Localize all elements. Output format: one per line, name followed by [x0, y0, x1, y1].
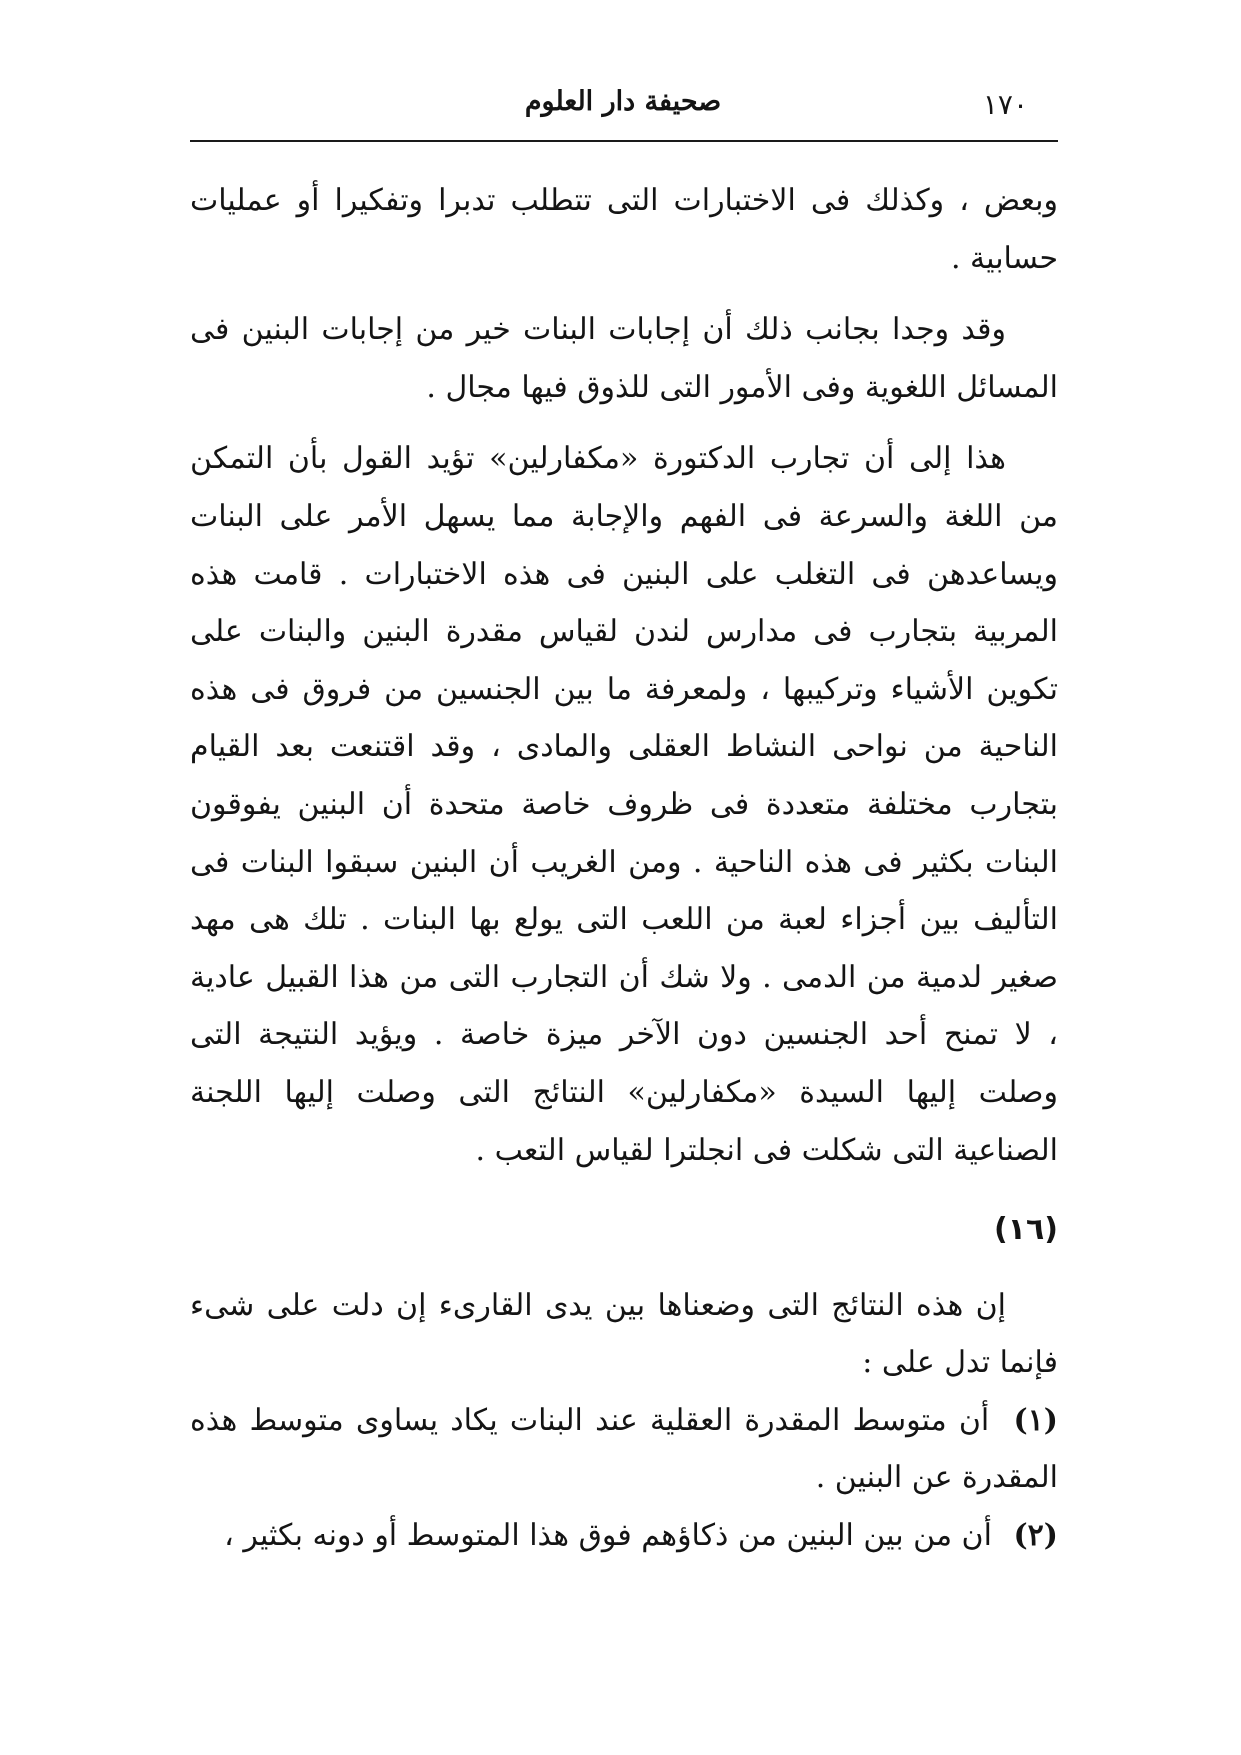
paragraph-4: إن هذه النتائج التى وضعناها بين يدى القارىء إن دلت على شىء فإنما تدل على : — [190, 1287, 1058, 1381]
running-title: صحيفة دار العلوم — [524, 86, 722, 117]
list-item-2 — [190, 1507, 1058, 1565]
page-header — [188, 82, 1058, 132]
paragraph-3: هذا إلى أن تجارب الدكتورة «مكفارلين» تؤيد القول بأن التمكن من اللغة والسرعة فى الفهم والإجابة مما يسهل الأمر على البنات ويساعدهن فى التغلب على البنين فى هذه الاختبارات . قامت هذه المربية بتجارب فى مدارس لندن لقياس مقدرة البنين والبنات على تكوين الأشياء وتركيبها ، ولمعرفة ما بين الجنسين من فروق فى هذه الناحية من نواحى النشاط العقلى والمادى ، وقد اقتنعت بعد القيام بتجارب مختلفة متعددة فى ظروف خاصة متحدة أن البنين يفوقون البنات بكثير فى هذه الناحية . ومن الغريب أن البنين سبقوا البنات فى التأليف بين أجزاء لعبة من اللعب التى يولع بها البنات . تلك هى مهد صغير لدمية من الدمى . ولا شك أن التجارب التى من هذا القبيل عادية ، لا تمنح أحد الجنسين دون الآخر ميزة خاصة . ويؤيد النتيجة التى وصلت إليها السيدة «مكفارلين» النتائج التى وصلت إليها اللجنة الصناعية التى شكلت فى انجلترا لقياس التعب . — [190, 441, 1058, 1168]
paragraph-1: وبعض ، وكذلك فى الاختبارات التى تتطلب تدبرا وتفكيرا أو عمليات حسابية . — [190, 183, 1058, 276]
list-item-1 — [190, 1392, 1058, 1507]
list-item-text: أن متوسط المقدرة العقلية عند البنات يكاد يساوى متوسط هذه المقدرة عن البنين . — [190, 1402, 1058, 1496]
paragraph-2: وقد وجدا بجانب ذلك أن إجابات البنات خير من إجابات البنين فى المسائل اللغوية وفى الأمور التى للذوق فيها مجال . — [190, 312, 1058, 405]
list-item-number: (١) — [1013, 1402, 1058, 1438]
section-number: (١٦) — [993, 1212, 1058, 1248]
list-item-text: أن من بين البنين من ذكاؤهم فوق هذا المتوسط أو دونه بكثير ، — [224, 1518, 992, 1554]
page-number: ١٧٠ — [982, 88, 1028, 121]
header-rule — [190, 140, 1058, 142]
list-item-number: (٢) — [1013, 1518, 1058, 1554]
body-text — [190, 172, 1058, 1565]
